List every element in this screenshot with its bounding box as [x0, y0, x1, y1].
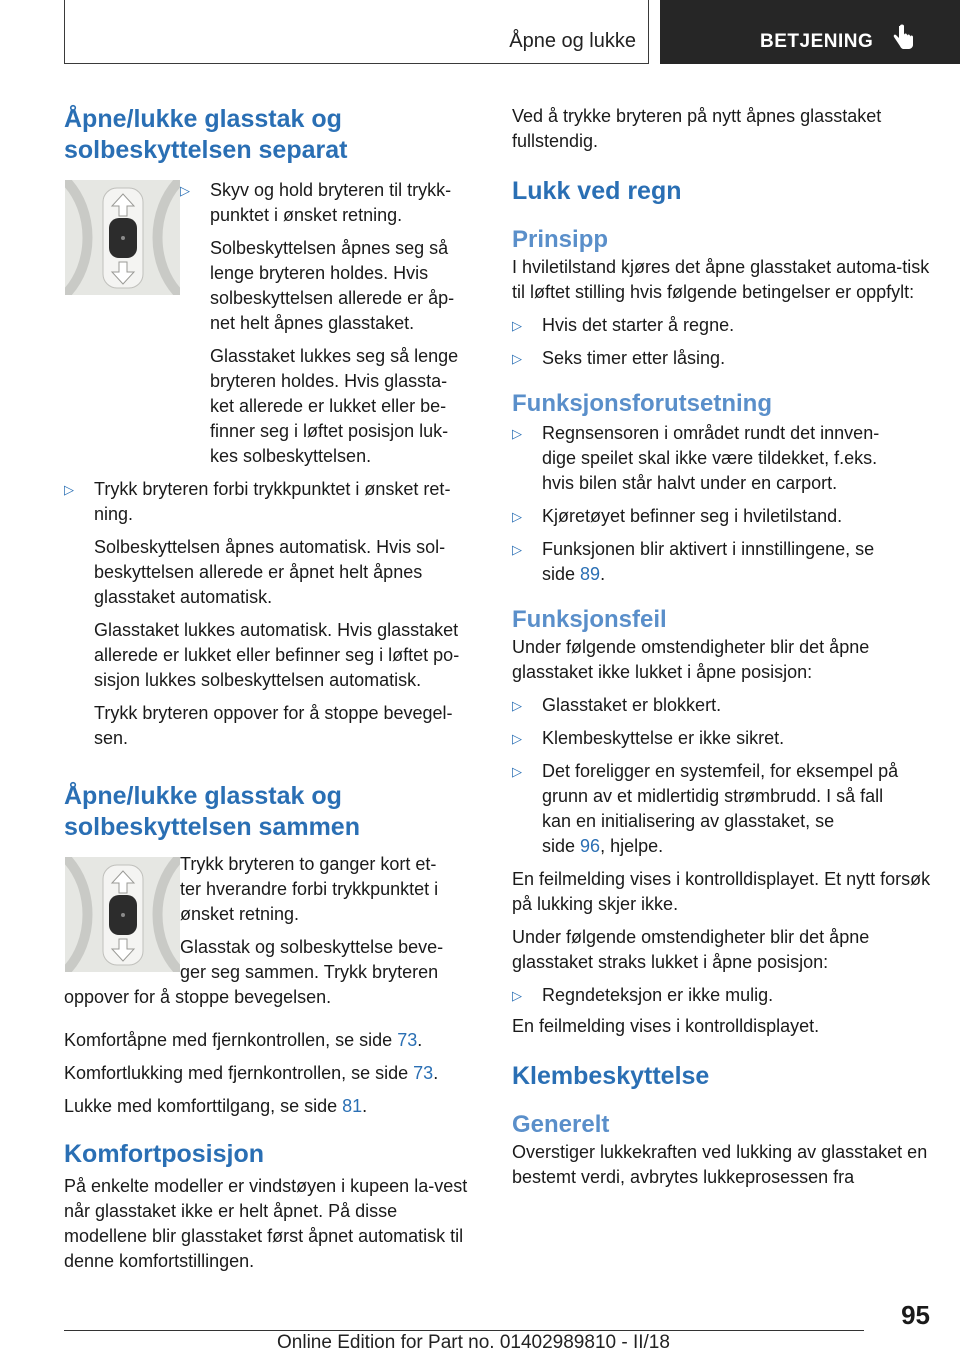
bullet-item: ▷ Regndeteksjon er ikke mulig. [512, 983, 932, 1008]
paragraph: Lukke med komforttilgang, se side 81. [64, 1096, 368, 1116]
chapter-tab [660, 0, 960, 64]
paragraph: Ved å trykke bryteren på nytt åpnes glasstaket fullstendig. [512, 106, 882, 151]
bullet-item: ▷ Seks timer etter låsing. [512, 346, 932, 371]
page-link[interactable]: 73 [397, 1030, 418, 1050]
paragraph: Overstiger lukkekraften ved lukking av glasstaket en bestemt verdi, avbrytes lukkeprosessen fra [512, 1142, 928, 1187]
bullet-item: ▷ Funksjonen blir aktivert i innstillingene, se side 89. [512, 539, 875, 584]
page-number: 95 [901, 1300, 930, 1330]
bullet-triangle-icon: ▷ [512, 509, 522, 524]
paragraph: Trykk bryteren oppover for å stoppe bevegel-sen. [94, 703, 453, 748]
paragraph: Glasstak og solbeskyttelse beve- ger seg sammen. Trykk bryteren [180, 937, 444, 982]
paragraph: Solbeskyttelsen åpnes seg så lenge bryteren holdes. Hvis solbeskyttelsen allerede er åp- net helt åpnes glasstaket. [210, 238, 455, 333]
bullet-item: ▷ Hvis det starter å regne. [512, 313, 932, 338]
bullet-triangle-icon: ▷ [512, 698, 522, 713]
section-title: Åpne og lukke [509, 30, 636, 52]
hand-pointer-icon [892, 24, 914, 50]
header-section-box [64, 0, 649, 64]
bullet-item: ▷ Skyv og hold bryteren til trykk- punktet i ønsket retning. [180, 180, 452, 225]
page-link[interactable]: 89 [580, 564, 601, 584]
bullet-item: ▷ Regnsensoren i området rundt det innven- dige speilet skal ikke være tildekket, f.eks. hvis bilen står halvt under en carport. [512, 423, 880, 493]
page-link[interactable]: 81 [342, 1096, 363, 1116]
paragraph: Under følgende omstendigheter blir det åpne glasstaket ikke lukket i åpne posisjon: [512, 637, 870, 682]
footer-divider [64, 1330, 864, 1331]
bullet-triangle-icon: ▷ [512, 542, 522, 557]
paragraph: Under følgende omstendigheter blir det åpne glasstaket straks lukket i åpne posisjon: [512, 927, 870, 972]
heading-funksjonsforutsetning: Funksjonsforutsetning [512, 390, 772, 417]
bullet-triangle-icon: ▷ [64, 482, 74, 497]
paragraph: En feilmelding vises i kontrolldisplayet. Et nytt forsøk på lukking skjer ikke. [512, 869, 931, 914]
paragraph: På enkelte modeller er vindstøyen i kupeen la-vest når glasstaket ikke er helt åpnet. På disse modellene blir glasstaket først åpnet automatisk til denne komfortstillingen. [64, 1176, 468, 1271]
bullet-triangle-icon: ▷ [512, 426, 522, 441]
bullet-item: ▷ Trykk bryteren forbi trykkpunktet i ønsket ret- ning. [64, 479, 451, 524]
bullet-triangle-icon: ▷ [512, 318, 522, 333]
heading-generelt: Generelt [512, 1111, 610, 1138]
paragraph: oppover for å stoppe bevegelsen. [64, 987, 332, 1007]
bullet-triangle-icon: ▷ [512, 988, 522, 1003]
bullet-triangle-icon: ▷ [512, 351, 522, 366]
bullet-item: ▷ Klembeskyttelse er ikke sikret. [512, 726, 932, 751]
paragraph: Glasstaket lukkes automatisk. Hvis glasstaket allerede er lukket eller befinner seg i løftet po-sisjon lukkes solbeskyttelsen automatisk. [94, 620, 460, 690]
paragraph: Komfortåpne med fjernkontrollen, se side 73. [64, 1030, 423, 1050]
heading-komfortposisjon: Komfortposisjon [64, 1140, 264, 1168]
bullet-item: ▷ Kjøretøyet befinner seg i hviletilstand. [512, 504, 932, 529]
heading-sammen: Åpne/lukke glasstak og solbeskyttelsen sammen [64, 782, 360, 841]
edition-text: Online Edition for Part no. 01402989810 - II/18 [277, 1332, 670, 1353]
heading-funksjonsfeil: Funksjonsfeil [512, 606, 667, 633]
paragraph: Komfortlukking med fjernkontrollen, se side 73. [64, 1063, 439, 1083]
page-link[interactable]: 73 [413, 1063, 434, 1083]
bullet-triangle-icon: ▷ [512, 731, 522, 746]
paragraph: Solbeskyttelsen åpnes automatisk. Hvis sol-beskyttelsen allerede er åpnet helt åpnes glasstaket automatisk. [94, 537, 446, 607]
bullet-item: ▷ Glasstaket er blokkert. [512, 693, 932, 718]
paragraph: Glasstaket lukkes seg så lenge bryteren holdes. Hvis glassta- ket allerede er lukket eller be- finner seg i løftet posisjon luk- kes solbeskyttelsen. [210, 346, 459, 466]
bullet-triangle-icon: ▷ [180, 183, 190, 198]
heading-prinsipp: Prinsipp [512, 226, 609, 253]
bullet-triangle-icon: ▷ [512, 764, 522, 779]
heading-klembeskyttelse: Klembeskyttelse [512, 1062, 710, 1090]
paragraph: I hviletilstand kjøres det åpne glasstaket automa-tisk til løftet stilling hvis følgende betingelser er oppfylt: [512, 257, 930, 302]
paragraph: En feilmelding vises i kontrolldisplayet. [512, 1016, 820, 1036]
heading-lukk-ved-regn: Lukk ved regn [512, 177, 682, 205]
chapter-label: BETJENING [760, 31, 874, 52]
page-link[interactable]: 96 [580, 836, 601, 856]
paragraph: Trykk bryteren to ganger kort et- ter hverandre forbi trykkpunktet i ønsket retning. [180, 854, 439, 924]
heading-separat: Åpne/lukke glasstak og solbeskyttelsen separat [64, 105, 348, 164]
bullet-item: ▷ Det foreligger en systemfeil, for eksempel på grunn av et midlertidig strømbrudd. I så fall kan en initialisering av glasstaket, se side 96, hjelpe. [512, 761, 899, 856]
